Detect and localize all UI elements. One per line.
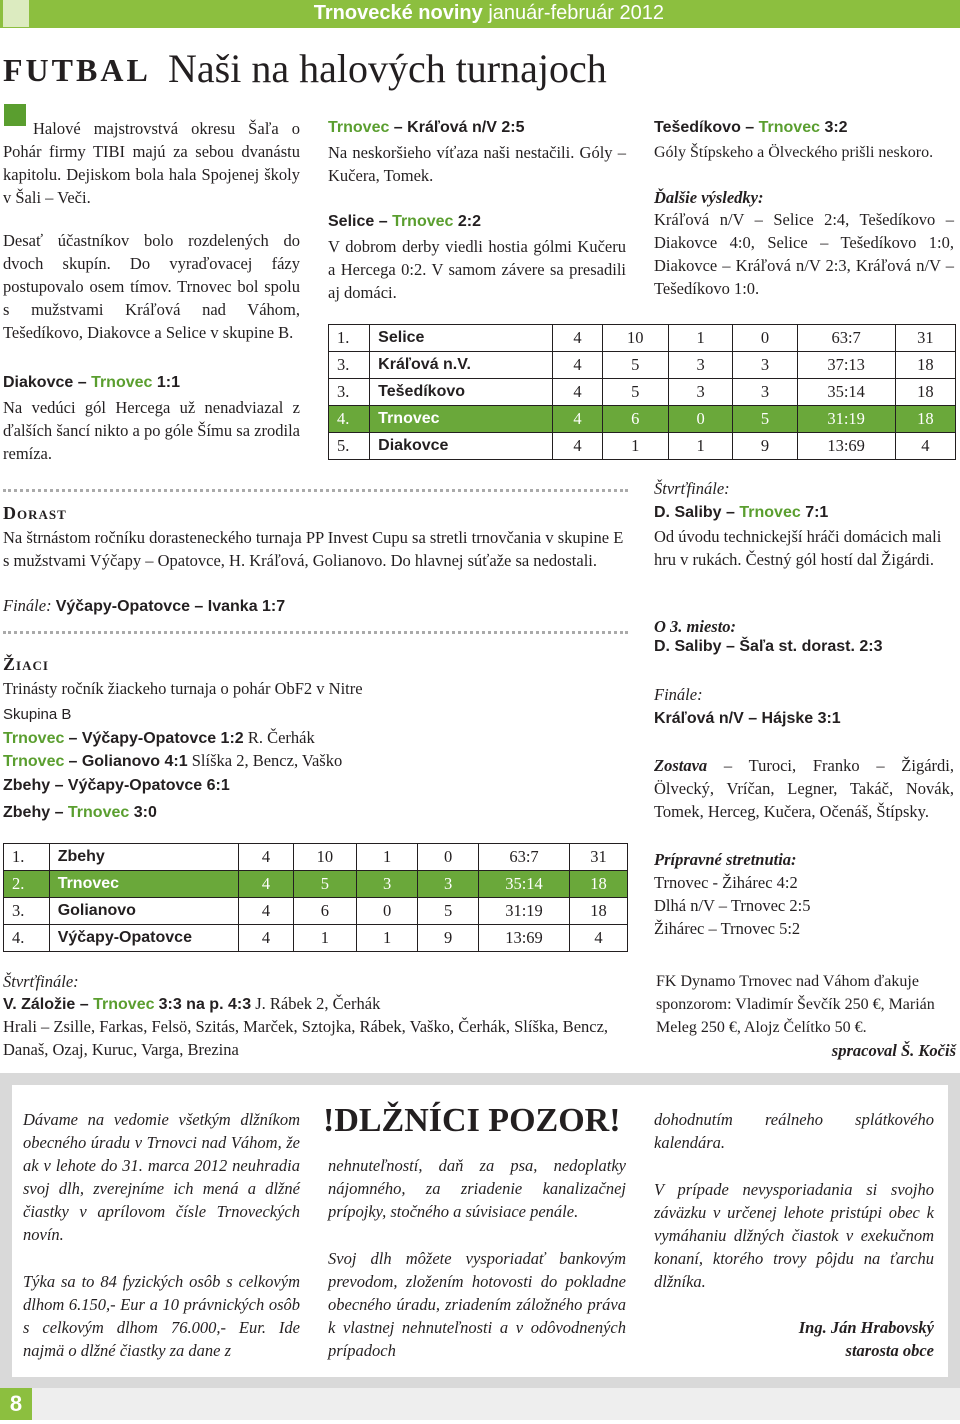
masthead-issue: január-február 2012 — [488, 2, 664, 24]
table-cell: 6 — [602, 406, 668, 433]
table-cell: 5 — [602, 352, 668, 379]
debtors-right-p1: dohodnutím reálneho splátkového kalendára. — [654, 1110, 934, 1152]
ziaci-heading: Žiaci — [3, 654, 49, 674]
table-cell: 4 — [895, 433, 955, 460]
table-cell: 4 — [239, 871, 293, 898]
dorast-text: Na štrnástom ročníku dorasteneckého turnaja PP Invest Cupu sa stretli trnovčania v skupine E s mužstvami Výčapy – Opatovce, H. Kráľová, Golianovo. Do hlavnej súťaže sa nedostali. — [3, 528, 624, 570]
intro-paragraph-1: Halové majstrovstvá okresu Šaľa o Pohár firmy TIBI majú za sebou dvanástu kapitolu. Dejiskom bola hala Spojenej školy v Šali – Veči. — [3, 119, 300, 207]
table-cell: 4. — [329, 406, 370, 433]
table-cell: 10 — [602, 325, 668, 352]
table-cell: 31:19 — [479, 898, 570, 925]
signature-role: starosta obce — [845, 1341, 934, 1360]
debtors-mid-p2: Svoj dlh môžete vysporiadať bankovým prevodom, zložením hotovosti do pokladne obecného úradu, zriadením záložného práva k vlastnej nehnuteľnosti a v odôvodnených prípadoch — [328, 1249, 626, 1360]
table-cell: 13:69 — [797, 433, 895, 460]
table-cell: 3 — [733, 352, 797, 379]
table-cell: 4 — [553, 325, 602, 352]
page-number: 8 — [0, 1388, 32, 1420]
table-cell: 2. — [4, 871, 50, 898]
masthead-name: Trnovecké noviny — [313, 2, 483, 24]
match-text-1: Na vedúci gól Hercega už nenadviazal z ďalších šancí nikto a po góle Šímu sa zrodila remíza. — [3, 398, 300, 463]
third-place-label: O 3. miesto: — [654, 617, 737, 636]
table-cell: 3 — [668, 352, 732, 379]
table-row — [4, 898, 628, 925]
men-final-result: Kráľová n/V – Hájske 3:1 — [654, 710, 841, 727]
men-qf-label: Štvrťfinále: — [654, 479, 730, 498]
table-cell: 4 — [239, 898, 293, 925]
signature-name: Ing. Ján Hrabovský — [798, 1318, 934, 1337]
ziaci-match-4: Zbehy – Trnovec 3:0 — [3, 804, 157, 821]
match-heading-4: Tešedíkovo – Trnovec 3:2 — [654, 119, 848, 136]
men-qf-text: Od úvodu technickejší hráči domácich mali hru v rukách. Čestný gól hostí dal Žigárdi. — [654, 527, 942, 569]
table-cell: 3. — [4, 898, 50, 925]
table-cell: 0 — [733, 325, 797, 352]
ziaci-match-3: Zbehy – Výčapy-Opatovce 6:1 — [3, 777, 230, 794]
youth-standings-table — [3, 843, 628, 952]
table-cell: 3 — [357, 871, 418, 898]
table-cell: 9 — [733, 433, 797, 460]
table-cell: 18 — [895, 352, 955, 379]
table-cell: 5 — [733, 406, 797, 433]
match-heading-3: Selice – Trnovec 2:2 — [328, 213, 481, 230]
table-cell: 37:13 — [797, 352, 895, 379]
third-place-result: D. Saliby – Šaľa st. dorast. 2:3 — [654, 638, 883, 655]
table-cell: 31:19 — [797, 406, 895, 433]
sponsors-text: FK Dynamo Trnovec nad Váhom ďakuje sponzorom: Vladimír Ševčík 250 €, Marián Meleg 250 €, Alojz Čelítko 50 €. — [656, 973, 935, 1036]
divider — [3, 489, 628, 492]
table-row — [329, 379, 956, 406]
table-cell: 3 — [668, 379, 732, 406]
match-text-3: V dobrom derby viedli hostia gólmi Kučeru a Hercega 0:2. V samom závere sa presadili aj domáci. — [328, 237, 626, 302]
table-cell: 1 — [668, 325, 732, 352]
table-cell: Tešedíkovo — [370, 379, 553, 406]
table-row — [329, 433, 956, 460]
table-row — [329, 325, 956, 352]
table-cell: 9 — [418, 925, 479, 952]
debtors-mid-p1: nehnuteľností, daň za psa, nedoplatky nájomného, za zriadenie kanalizačnej prípojky, stočného a súvisiace penále. — [328, 1156, 626, 1221]
table-cell: 18 — [569, 871, 627, 898]
table-cell: Selice — [370, 325, 553, 352]
table-cell: 4 — [239, 844, 293, 871]
masthead — [314, 2, 664, 25]
table-cell: 10 — [293, 844, 357, 871]
ziaci-text: Trinásty ročník žiackeho turnaja o pohár ObF2 v Nitre — [3, 679, 363, 698]
table-cell: 4 — [553, 406, 602, 433]
dorast-final: Finále: Výčapy-Opatovce – Ivanka 1:7 — [3, 596, 286, 615]
table-cell: 4 — [569, 925, 627, 952]
table-cell: 5. — [329, 433, 370, 460]
table-cell: 4 — [553, 352, 602, 379]
table-cell: 5 — [602, 379, 668, 406]
table-cell: Golianovo — [49, 898, 239, 925]
table-cell: 31 — [895, 325, 955, 352]
debtors-right-p2: V prípade nevysporiadania si svojho záväzku v určenej lehote pristúpi obec k vymáhaniu dlžných čiastok v exekučnom konaní, ktorého trovy pôjdu na ťarchu dlžníka. — [654, 1180, 934, 1291]
page-title: Naši na halových turnajoch — [168, 46, 607, 91]
table-cell: 31 — [569, 844, 627, 871]
table-cell: 18 — [569, 898, 627, 925]
prep-result-1: Trnovec - Žihárec 4:2 — [654, 873, 798, 892]
table-cell: 4. — [4, 925, 50, 952]
sponsors-author: spracoval Š. Kočiš — [831, 1041, 956, 1060]
table-cell: 1 — [602, 433, 668, 460]
table-cell: 63:7 — [479, 844, 570, 871]
table-cell: 35:14 — [479, 871, 570, 898]
table-cell: 63:7 — [797, 325, 895, 352]
box-left-bar — [0, 1085, 12, 1377]
table-cell: 4 — [553, 379, 602, 406]
box-top-bar — [0, 1073, 960, 1085]
debtors-title: !DLŽNÍCI POZOR! — [323, 1102, 621, 1139]
prep-result-2: Dlhá n/V – Trnovec 2:5 — [654, 896, 811, 915]
other-results-heading: Ďalšie výsledky: — [654, 188, 764, 207]
table-row — [4, 844, 628, 871]
table-cell: Výčapy-Opatovce — [49, 925, 239, 952]
table-cell: 4 — [553, 433, 602, 460]
table-cell: 0 — [668, 406, 732, 433]
table-cell: Diakovce — [370, 433, 553, 460]
box-right-bar — [948, 1085, 960, 1377]
other-results-text: Kráľová n/V – Selice 2:4, Tešedíkovo – Diakovce 4:0, Selice – Tešedíkovo 1:0, Diakovce – Kráľová n/V 2:3, Kráľová n/V – Tešedíkovo 1:0. — [654, 210, 954, 298]
men-standings-table — [328, 324, 956, 460]
table-cell: 1 — [357, 925, 418, 952]
header-square-decoration — [3, 0, 29, 27]
table-cell: Trnovec — [49, 871, 239, 898]
table-cell: 1. — [329, 325, 370, 352]
prep-heading: Prípravné stretnutia: — [654, 850, 797, 869]
debtors-left-p2: Týka sa to 84 fyzických osôb s celkovým dlhom 6.150,- Eur a 10 právnických osôb s celkovým dlhom 76.000,- Eur. Ide najmä o dlžné čiastky za dane z — [23, 1272, 300, 1360]
prep-result-3: Žihárec – Trnovec 5:2 — [654, 919, 801, 938]
table-cell: 3. — [329, 352, 370, 379]
ziaci-qf-label: Štvrťfinále: — [3, 972, 79, 991]
match-heading-2: Trnovec – Kráľová n/V 2:5 — [328, 119, 525, 136]
section-label: FUTBAL — [3, 52, 151, 88]
table-row — [329, 406, 956, 433]
table-cell: Kráľová n.V. — [370, 352, 553, 379]
table-cell: 1 — [357, 844, 418, 871]
divider — [3, 631, 628, 634]
dorast-heading: Dorast — [3, 503, 67, 523]
table-cell: 5 — [418, 898, 479, 925]
ziaci-qf-result: V. Záložie – Trnovec 3:3 na p. 4:3 J. Rábek 2, Čerhák — [3, 994, 381, 1013]
men-lineup: Zostava – Turoci, Franko – Žigárdi, Ölvecký, Vríčan, Legner, Takáč, Novák, Tomek, Herceg, Kučera, Očenáš, Štípsky. — [654, 756, 954, 821]
men-final-label: Finále: — [654, 685, 703, 704]
table-cell: Zbehy — [49, 844, 239, 871]
table-cell: 3. — [329, 379, 370, 406]
ziaci-match-2: Trnovec – Golianovo 4:1 Slíška 2, Bencz, Vaško — [3, 751, 343, 770]
table-cell: 0 — [418, 844, 479, 871]
table-cell: 4 — [239, 925, 293, 952]
ziaci-group: Skupina B — [3, 706, 72, 723]
match-text-2: Na neskoršieho víťaza naši nestačili. Góly – Kučera, Tomek. — [328, 143, 626, 185]
table-cell: 0 — [357, 898, 418, 925]
table-cell: 5 — [293, 871, 357, 898]
table-cell: 3 — [418, 871, 479, 898]
match-heading-1: Diakovce – Trnovec 1:1 — [3, 374, 180, 391]
table-cell: 6 — [293, 898, 357, 925]
table-cell: 1. — [4, 844, 50, 871]
match-text-4: Góly Štípskeho a Ölveckého prišli neskoro. — [654, 144, 934, 161]
table-row — [329, 352, 956, 379]
footer-bar — [32, 1388, 960, 1420]
debtors-left-p1: Dávame na vedomie všetkým dlžníkom obecného úradu v Trnovci nad Váhom, že ak v lehote do 31. marca 2012 neuhradia svoj dlh, zverejníme ich mená a dlžné čiastky v aprílovom čísle Trnoveckých novín. — [23, 1110, 300, 1244]
table-row — [4, 925, 628, 952]
intro-paragraph-2: Desať účastníkov bolo rozdelených do dvoch skupín. Do vyraďovacej fázy postupovalo osem tímov. Trnovec bol spolu s mužstvami Kráľová nad Váhom, Tešedíkovo, Diakovce a Selice v skupine B. — [3, 231, 300, 342]
table-cell: 35:14 — [797, 379, 895, 406]
men-qf-result: D. Saliby – Trnovec 7:1 — [654, 504, 829, 521]
ziaci-match-1: Trnovec – Výčapy-Opatovce 1:2 R. Čerhák — [3, 728, 315, 747]
table-row — [4, 871, 628, 898]
table-cell: 1 — [293, 925, 357, 952]
table-cell: 1 — [668, 433, 732, 460]
table-cell: Trnovec — [370, 406, 553, 433]
table-cell: 3 — [733, 379, 797, 406]
table-cell: 18 — [895, 406, 955, 433]
ziaci-players: Hrali – Zsille, Farkas, Felsö, Szitás, Marček, Sztojka, Rábek, Vaško, Čerhák, Slíška, Bencz, Današ, Ozaj, Kuruc, Varga, Brezina — [3, 1017, 609, 1059]
table-cell: 18 — [895, 379, 955, 406]
table-cell: 13:69 — [479, 925, 570, 952]
